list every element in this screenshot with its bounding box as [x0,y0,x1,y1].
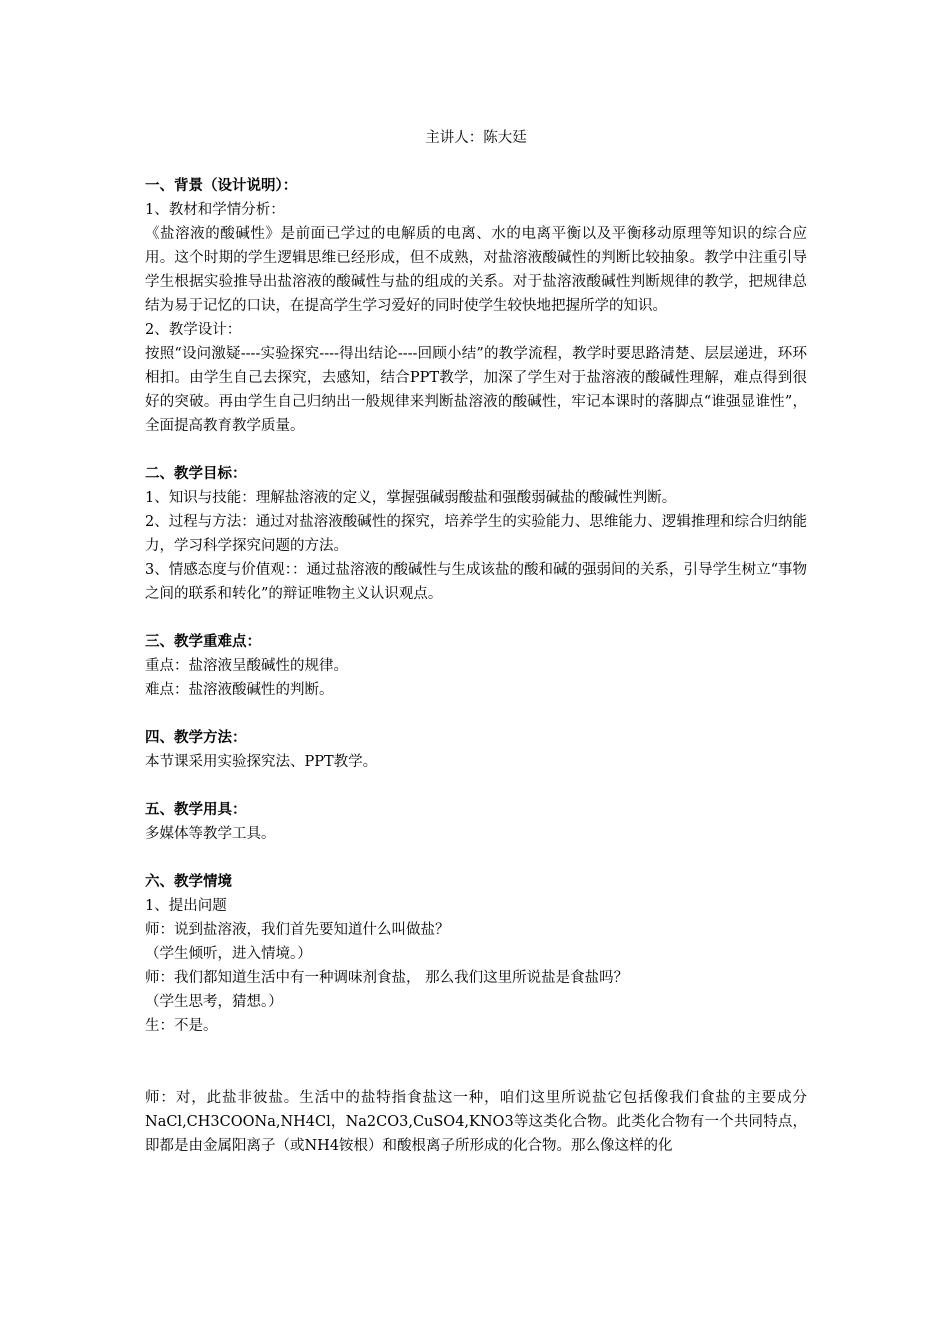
dialogue-line: 师：我们都知道生活中有一种调味剂食盐， 那么我们这里所说盐是食盐吗？ [145,970,629,986]
subsection-title-design: 2、教学设计： [145,322,242,338]
methods-text: 本节课采用实验探究法、PPT教学。 [145,754,378,770]
spacer [145,150,807,174]
section-heading-scenario: 六、教学情境 [145,873,232,890]
key-point: 重点：盐溶液呈酸碱性的规律。 [145,658,348,674]
section-heading-key-points: 三、教学重难点： [145,633,261,650]
subsection-title-analysis: 1、教材和学情分析： [145,202,285,218]
dialogue-line: 师：说到盐溶液，我们首先要知道什么叫做盐？ [145,922,450,938]
section-heading-tools: 五、教学用具： [145,801,247,818]
dialogue-paragraph: 师：对，此盐非彼盐。生活中的盐特指食盐这一种，咱们这里所说盐它包括像我们食盐的主要成分NaCl,CH3COONa,NH4Cl，Na2CO3,CuSO4,KNO3等这类化合物。此类化合物有一个共同特点，即都是由金属阳离子（或NH4铵根）和酸根离子所形成的化合物。那么像这样的化 [145,1090,807,1154]
document-body [145,126,807,1158]
spacer [145,606,807,630]
spacer [145,774,807,798]
dialogue-line: （学生倾听，进入情境。） [145,946,312,962]
goal-item-attitude: 3、情感态度与价值观：：通过盐溶液的酸碱性与生成该盐的酸和碱的强弱间的关系，引导学生树立“事物之间的联系和转化”的辩证唯物主义认识观点。 [145,562,807,602]
section-heading-goals: 二、教学目标： [145,465,247,482]
section-heading-methods: 四、教学方法： [145,729,247,746]
spacer [145,846,807,870]
tools-text: 多媒体等教学工具。 [145,826,276,842]
spacer [145,1038,807,1086]
dialogue-line: （学生思考，猜想。） [145,994,283,1010]
paragraph-design: 按照“设问激疑----实验探究----得出结论----回顾小结”的教学流程，教学时要思路清楚、层层递进，环环相扣。由学生自己去探究，去感知，结合PPT教学，加深了学生对于盐溶液的酸碱性理解，难点得到很好的突破。再由学生自己归纳出一般规律来判断盐溶液的酸碱性，牢记本课时的落脚点“谁强显谁性”，全面提高教育教学质量。 [145,346,807,434]
section-heading-background: 一、背景（设计说明）： [145,177,298,194]
paragraph-analysis: 《盐溶液的酸碱性》是前面已学过的电解质的电离、水的电离平衡以及平衡移动原理等知识的综合应用。这个时期的学生逻辑思维已经形成，但不成熟，对盐溶液酸碱性的判断比较抽象。教学中注重引导学生根据实验推导出盐溶液的酸碱性与盐的组成的关系。对于盐溶液酸碱性判断规律的教学，把规律总结为易于记忆的口诀，在提高学生学习爱好的同时使学生较快地把握所学的知识。 [145,226,807,314]
difficult-point: 难点：盐溶液酸碱性的判断。 [145,682,334,698]
spacer [145,438,807,462]
speaker-line: 主讲人：陈大廷 [425,130,527,146]
dialogue-line: 生：不是。 [145,1018,218,1034]
spacer [145,702,807,726]
goal-item-process: 2、过程与方法：通过对盐溶液酸碱性的探究，培养学生的实验能力、思维能力、逻辑推理和综合归纳能力，学习科学探究问题的方法。 [145,514,807,554]
scenario-step-title: 1、提出问题 [145,898,227,914]
goal-item-knowledge: 1、知识与技能：理解盐溶液的定义，掌握强碱弱酸盐和强酸弱碱盐的酸碱性判断。 [145,490,677,506]
